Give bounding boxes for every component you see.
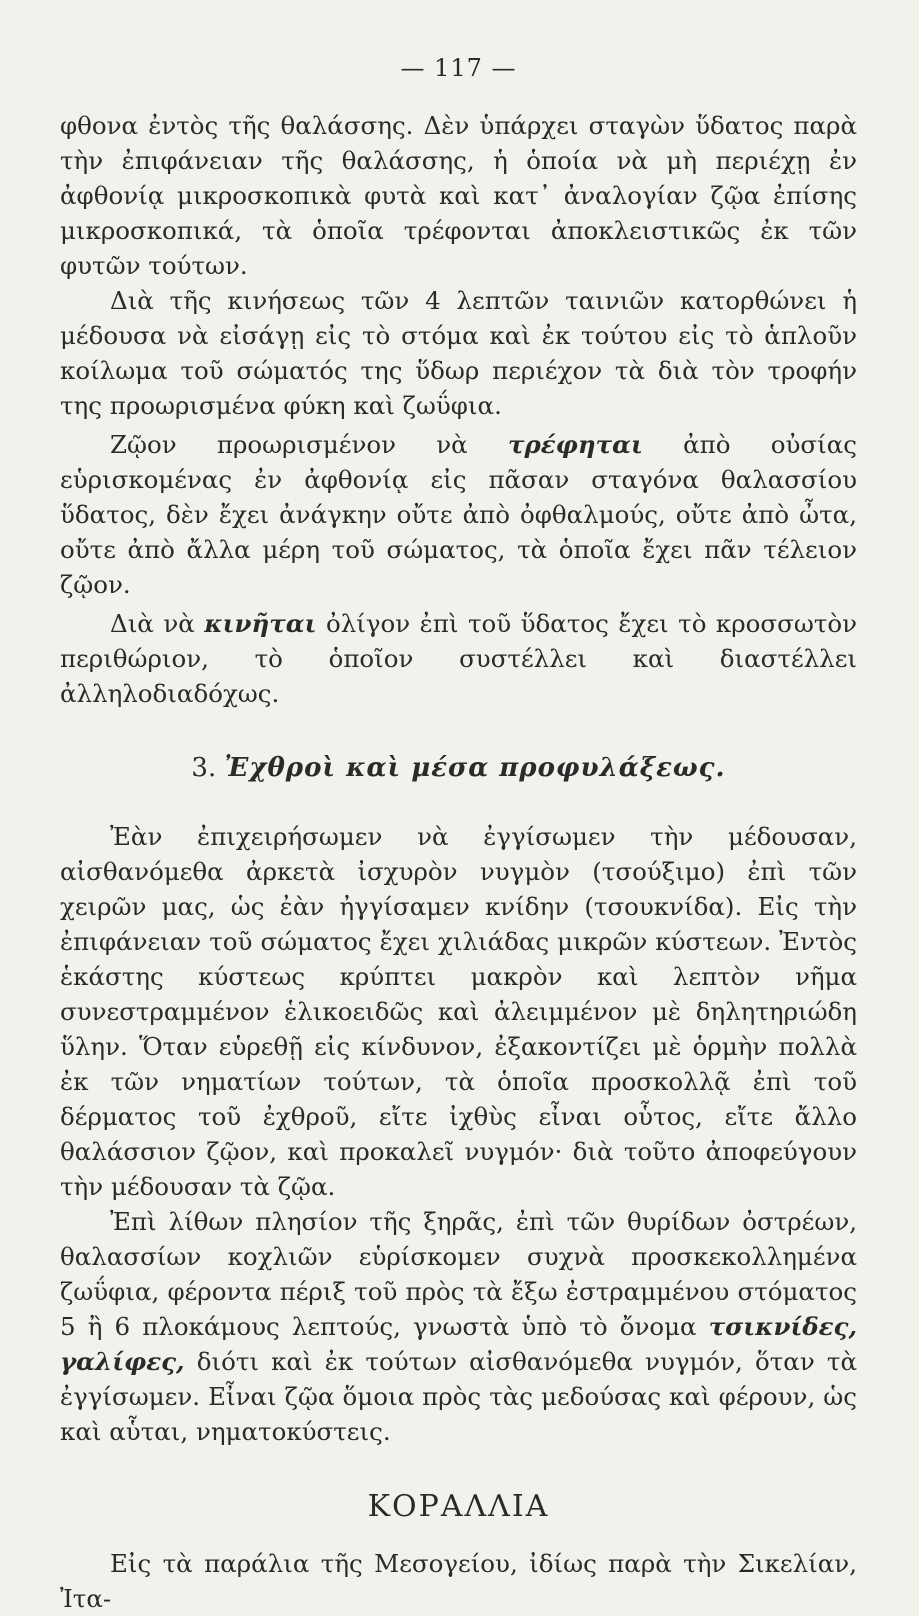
page-number: — 117 — [400,54,517,82]
paragraph-3 [60,427,857,602]
paragraph-6-text-a: Ἐπὶ λίθων πλησίον τῆς ξηρᾶς, ἐπὶ τῶν θυρίδων ὀστρέων, θαλασσίων κοχλιῶν εὑρίσκομεν συχνὰ προσκεκολλημένα ζωΰφια, φέροντα πέριξ τοῦ πρὸς τὰ ἔξω ἐστραμμένου στόματος 5 ἢ 6 πλοκάμους λεπτούς, γνωστὰ ὑπὸ τὸ ὄνομα [60,1207,857,1341]
paragraph-4 [60,606,857,711]
section-heading [60,753,857,783]
paragraph-4-text-a: Διὰ νὰ [110,609,205,638]
paragraph-2: Διὰ τῆς κινήσεως τῶν 4 λεπτῶν ταινιῶν κατορθώνει ἡ μέδουσα νὰ εἰσάγῃ εἰς τὸ στόμα καὶ ἐκ τούτου εἰς τὸ ἁπλοῦν κοίλωμα τοῦ σώματός της ὕδωρ περιέχον τὰ διὰ τὸν τροφήν της προωρισμένα φύκη καὶ ζωΰφια. [60,286,857,420]
paragraph-5: Ἐὰν ἐπιχειρήσωμεν νὰ ἐγγίσωμεν τὴν μέδουσαν, αἰσθανόμεθα ἀρκετὰ ἰσχυρὸν νυγμὸν (τσούξιμο) ἐπὶ τῶν χειρῶν μας, ὡς ἐὰν ἠγγίσαμεν κνίδην (τσουκνίδα). Εἰς τὴν ἐπιφάνειαν τοῦ σώματος ἔχει χιλιάδας μικρῶν κύστεων. Ἐντὸς ἑκάστης κύστεως κρύπτει μακρὸν καὶ λεπτὸν νῆμα συνεστραμμένον ἑλικοειδῶς καὶ ἀλειμμένον μὲ δηλητηριώδη ὕλην. Ὅταν εὑρεθῇ εἰς κίνδυνον, ἐξακοντίζει μὲ ὁρμὴν πολλὰ ἐκ τῶν νηματίων τούτων, τὰ ὁποῖα προσκολλᾷ ἐπὶ τοῦ δέρματος τοῦ ἐχθροῦ, εἴτε ἰχθὺς εἶναι οὗτος, εἴτε ἄλλο θαλάσσιον ζῷον, καὶ προκαλεῖ νυγμόν· διὰ τοῦτο ἀποφεύγουν τὴν μέδουσαν τὰ ζῷα. [60,822,857,1201]
section-number: 3. [191,753,217,783]
paragraph-3-text-a: Ζῷον προωρισμένον νὰ [110,430,508,459]
paragraph-6 [60,1204,857,1449]
paragraph-6-emphasis: τσικνίδες, γαλίφες, [60,1312,857,1376]
paragraph-4-emphasis: κινῆται [204,609,317,638]
chapter-title: ΚΟΡΑΛΛΙΑ [367,1489,550,1524]
paragraph-6-text-b: διότι καὶ ἐκ τούτων αἰσθανόμεθα νυγμόν, ὅταν τὰ ἐγγίσωμεν. Εἶναι ζῷα ὅμοια πρὸς τὰς μεδούσας καὶ φέρουν, ὡς καὶ αὗται, νηματοκύστεις. [60,1347,857,1446]
paragraph-1: φθονα ἐντὸς τῆς θαλάσσης. Δὲν ὑπάρχει σταγὼν ὕδατος παρὰ τὴν ἐπιφάνειαν τῆς θαλάσσης, ἡ ὁποία νὰ μὴ περιέχῃ ἐν ἀφθονίᾳ μικροσκοπικὰ φυτὰ καὶ κατ᾽ ἀναλογίαν ζῷα ἐπίσης μικροσκοπικά, τὰ ὁποῖα τρέφονται ἀποκλειστικῶς ἐκ τῶν φυτῶν τούτων. [60,111,857,280]
paragraph-4-text-b: ὀλίγον ἐπὶ τοῦ ὕδατος ἔχει τὸ κροσσωτὸν περιθώριον, τὸ ὁποῖον συστέλλει καὶ διαστέλλει ἀλληλοδιαδόχως. [60,609,858,708]
paragraph-3-emphasis: τρέφηται [507,430,643,459]
section-title: Ἐχθροὶ καὶ μέσα προφυλάξεως. [224,753,726,783]
paragraph-3-text-b: ἀπὸ οὐσίας εὑρισκομένας ἐν ἀφθονίᾳ εἰς πᾶσαν σταγόνα θαλασσίου ὕδατος, δὲν ἔχει ἀνάγκην οὔτε ἀπὸ ὀφθαλμούς, οὔτε ἀπὸ ὦτα, οὔτε ἀπὸ ἄλλα μέρη τοῦ σώματος, τὰ ὁποῖα ἔχει πᾶν τέλειον ζῷον. [60,430,857,599]
paragraph-7: Εἰς τὰ παράλια τῆς Μεσογείου, ἰδίως παρὰ τὴν Σικελίαν, Ἰτα- [60,1549,857,1613]
